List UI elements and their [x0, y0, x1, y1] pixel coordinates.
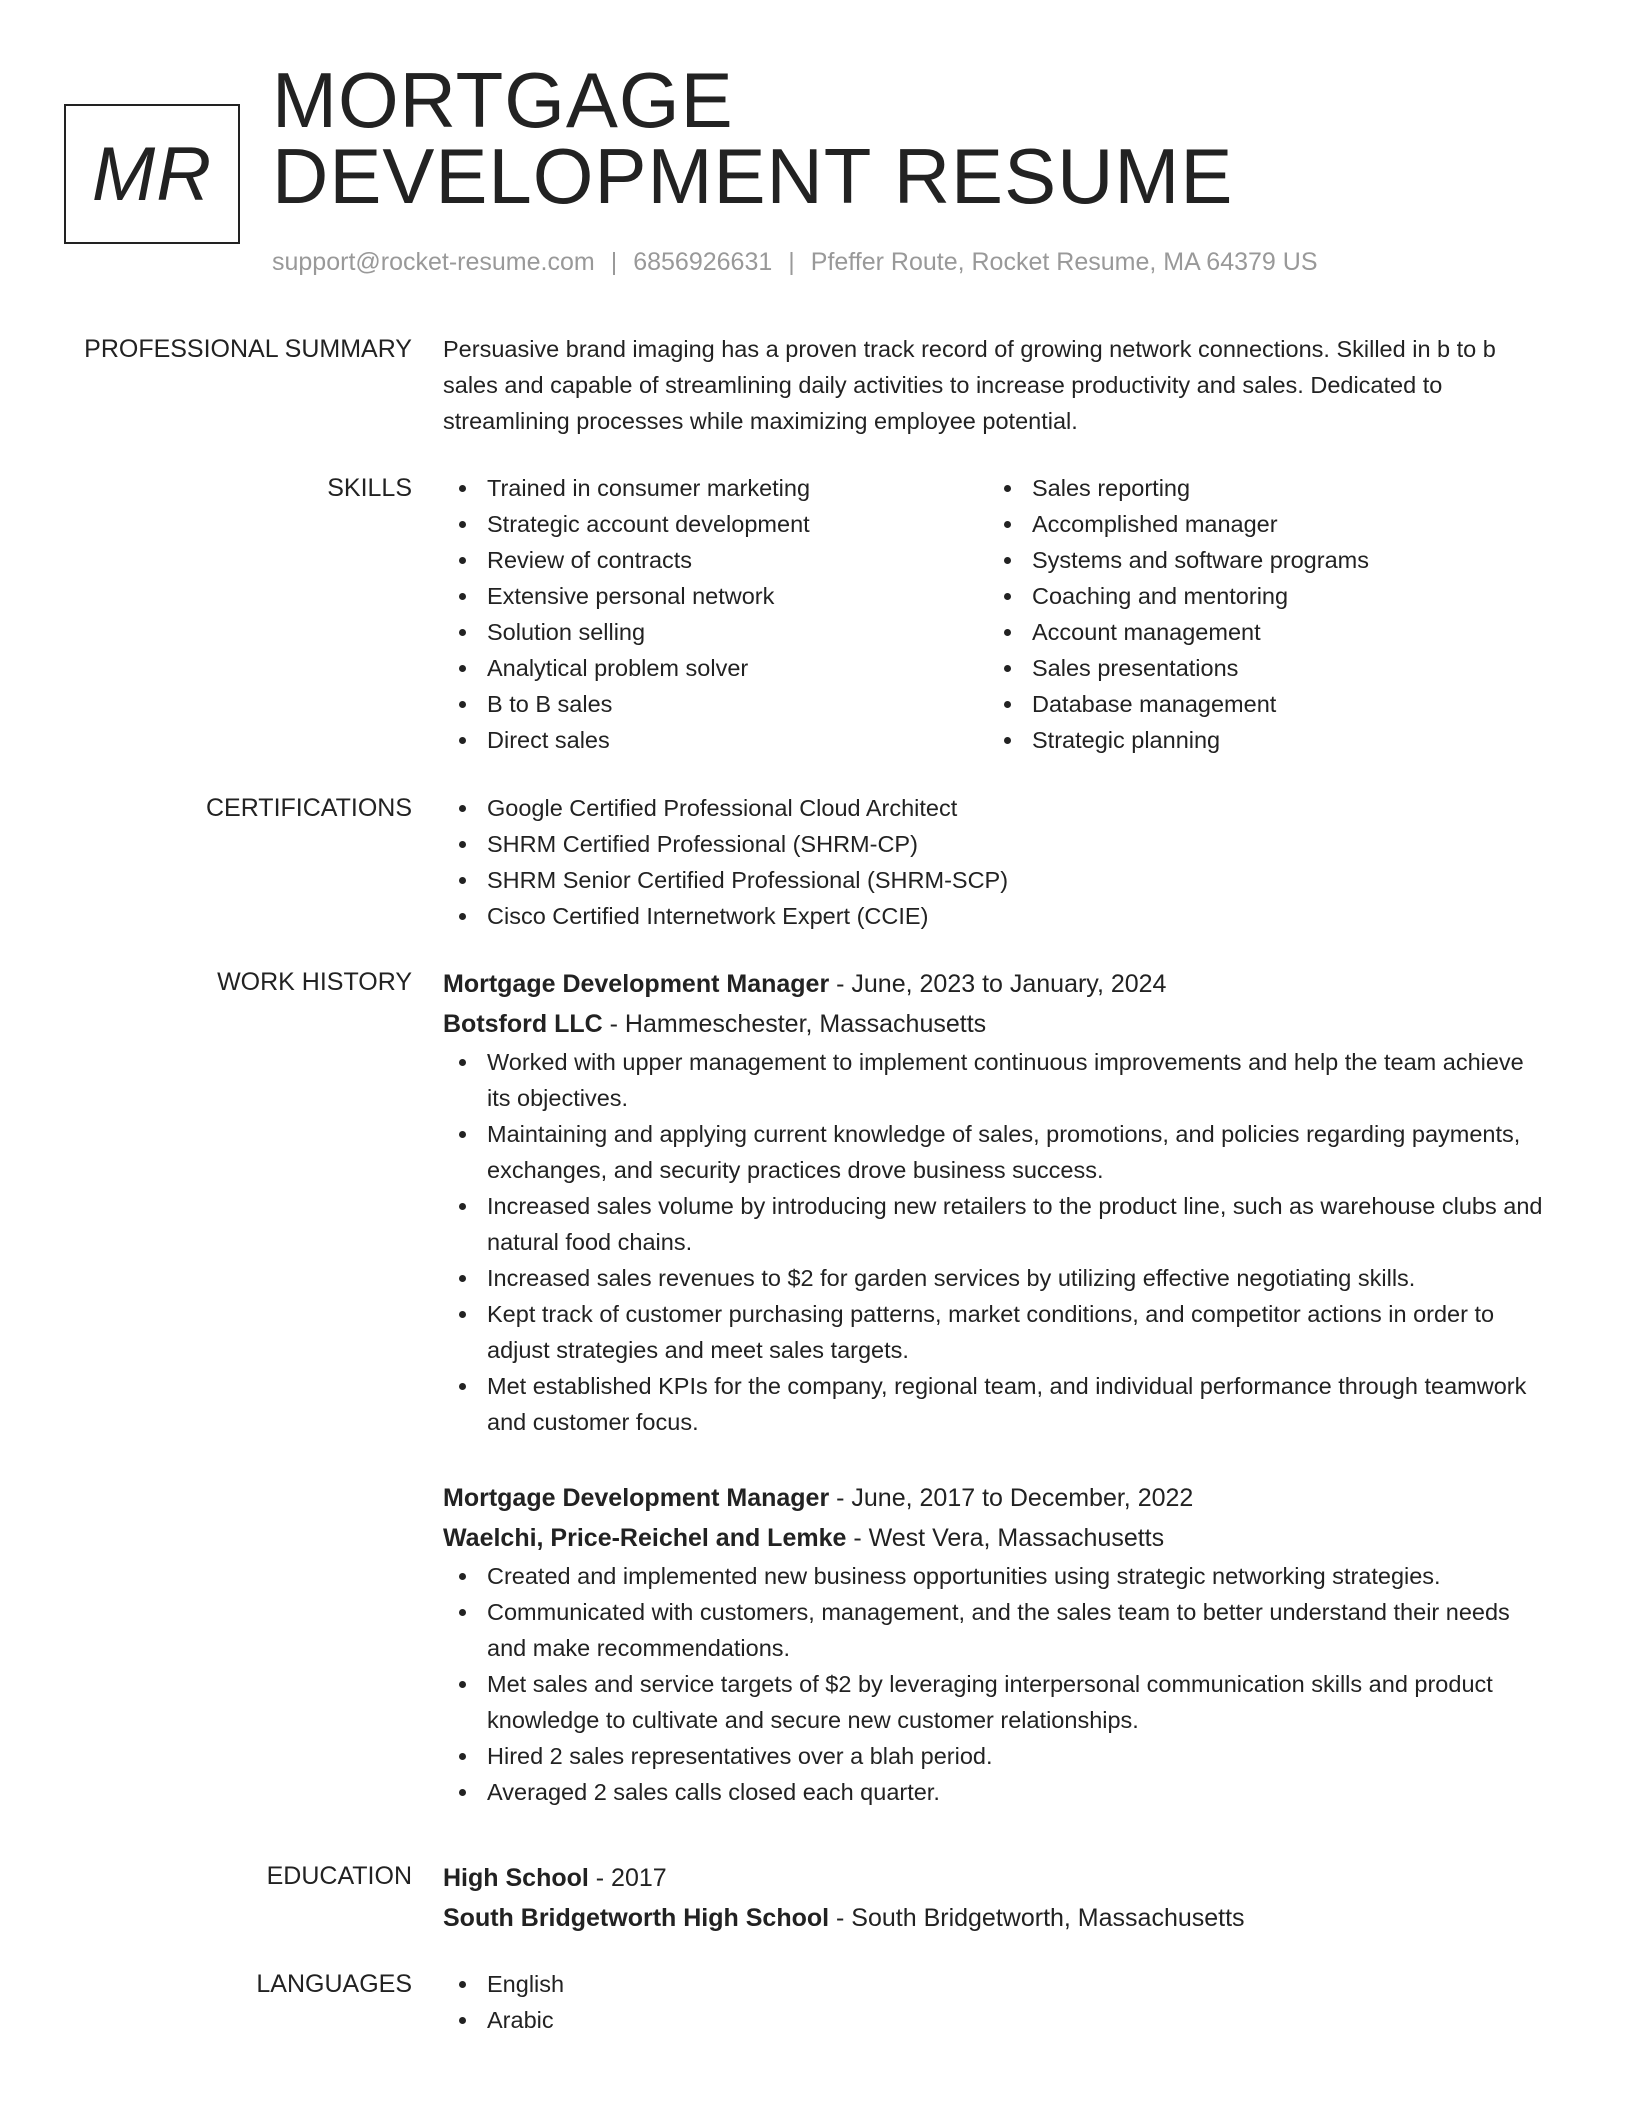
education-degree-line [443, 1858, 1553, 1898]
certifications-label: CERTIFICATIONS [205, 794, 412, 822]
job-company-line [443, 1518, 1553, 1558]
job-location: - Hammeschester, Massachusetts [602, 1010, 987, 1038]
education-degree: High School [443, 1864, 589, 1892]
languages-content [443, 1966, 1553, 2038]
job-entry [443, 964, 1553, 1440]
skill-item: Database management [988, 686, 1533, 722]
language-item: English [443, 1966, 1553, 2002]
job-company-line [443, 1004, 1553, 1044]
skill-item: Sales reporting [988, 470, 1533, 506]
contact-phone: 6856926631 [633, 248, 773, 276]
skill-item: Analytical problem solver [443, 650, 988, 686]
certification-item: Google Certified Professional Cloud Architect [443, 790, 1553, 826]
summary-label: PROFESSIONAL SUMMARY [84, 335, 412, 363]
job-bullets [443, 1044, 1553, 1440]
skills-grid [443, 470, 1553, 758]
work-history-content [443, 964, 1553, 1810]
skill-item: Strategic account development [443, 506, 988, 542]
education-content [443, 1858, 1553, 1938]
job-bullet: Kept track of customer purchasing patterns, market conditions, and competitor actions in order to adjust strategies and meet sales targets. [443, 1296, 1553, 1368]
work-history-label: WORK HISTORY [217, 968, 412, 996]
job-bullet: Worked with upper management to implement continuous improvements and help the team achieve its objectives. [443, 1044, 1553, 1116]
certification-item: SHRM Certified Professional (SHRM-CP) [443, 826, 1553, 862]
education-year: - 2017 [588, 1864, 667, 1892]
skill-item: Direct sales [443, 722, 988, 758]
contact-line [272, 248, 1318, 277]
job-bullet: Communicated with customers, management, and the sales team to better understand their needs and make recommendations. [443, 1594, 1553, 1666]
skills-label: SKILLS [327, 474, 412, 502]
skill-item: Systems and software programs [988, 542, 1533, 578]
job-company: Waelchi, Price-Reichel and Lemke [443, 1524, 847, 1552]
skill-item: Review of contracts [443, 542, 988, 578]
job-bullet: Increased sales revenues to $2 for garden services by utilizing effective negotiating skills. [443, 1260, 1553, 1296]
skill-item: Strategic planning [988, 722, 1533, 758]
education-school: South Bridgetworth High School [443, 1904, 830, 1932]
job-bullets [443, 1558, 1553, 1810]
skill-item: Account management [988, 614, 1533, 650]
job-company: Botsford LLC [443, 1010, 603, 1038]
certifications-content [443, 790, 1553, 934]
education-location: - South Bridgetworth, Massachusetts [829, 1904, 1245, 1932]
job-bullet: Maintaining and applying current knowledge of sales, promotions, and policies regarding payments, exchanges, and security practices drove business success. [443, 1116, 1553, 1188]
job-dates: - June, 2017 to December, 2022 [829, 1484, 1194, 1512]
contact-separator: | [610, 248, 618, 276]
job-title: Mortgage Development Manager [443, 1484, 830, 1512]
monogram-initials: MR [91, 131, 213, 217]
job-location: - West Vera, Massachusetts [846, 1524, 1165, 1552]
resume-title [272, 56, 1572, 220]
skills-right-list [988, 470, 1533, 758]
skill-item: B to B sales [443, 686, 988, 722]
skill-item: Accomplished manager [988, 506, 1533, 542]
job-title: Mortgage Development Manager [443, 970, 830, 998]
job-bullet: Hired 2 sales representatives over a blah period. [443, 1738, 1553, 1774]
languages-label: LANGUAGES [256, 1970, 412, 1998]
language-item: Arabic [443, 2002, 1553, 2038]
certifications-list [443, 790, 1553, 934]
languages-list [443, 1966, 1553, 2038]
job-entry [443, 1478, 1553, 1810]
education-label: EDUCATION [266, 1862, 412, 1890]
job-bullet: Met sales and service targets of $2 by leveraging interpersonal communication skills and product knowledge to cultivate and secure new customer relationships. [443, 1666, 1553, 1738]
certification-item: SHRM Senior Certified Professional (SHRM-SCP) [443, 862, 1553, 898]
education-school-line [443, 1898, 1553, 1938]
job-bullet: Created and implemented new business opportunities using strategic networking strategies. [443, 1558, 1553, 1594]
job-dates: - June, 2023 to January, 2024 [829, 970, 1167, 998]
job-bullet: Increased sales volume by introducing new retailers to the product line, such as warehouse clubs and natural food chains. [443, 1188, 1553, 1260]
job-title-line [443, 964, 1553, 1004]
job-bullet: Averaged 2 sales calls closed each quarter. [443, 1774, 1553, 1810]
contact-separator: | [788, 248, 795, 276]
contact-email: support@rocket-resume.com [272, 248, 595, 276]
summary-text: Persuasive brand imaging has a proven track record of growing network connections. Skilled in b to b sales and capable of streamlining daily activities to increase productivity and sales. Dedicated to streamlining processes while maximizing employee potential. [443, 336, 1496, 434]
skills-left-list [443, 470, 988, 758]
contact-address: Pfeffer Route, Rocket Resume, MA 64379 US [810, 248, 1318, 276]
skill-item: Coaching and mentoring [988, 578, 1533, 614]
skill-item: Extensive personal network [443, 578, 988, 614]
job-bullet: Met established KPIs for the company, regional team, and individual performance through teamwork and customer focus. [443, 1368, 1553, 1440]
resume-title-line2: DEVELOPMENT RESUME [272, 132, 1234, 220]
skill-item: Solution selling [443, 614, 988, 650]
skill-item: Sales presentations [988, 650, 1533, 686]
certification-item: Cisco Certified Internetwork Expert (CCIE) [443, 898, 1553, 934]
resume-title-line1: MORTGAGE [272, 56, 734, 144]
skill-item: Trained in consumer marketing [443, 470, 988, 506]
monogram-box [64, 104, 240, 244]
job-title-line [443, 1478, 1553, 1518]
